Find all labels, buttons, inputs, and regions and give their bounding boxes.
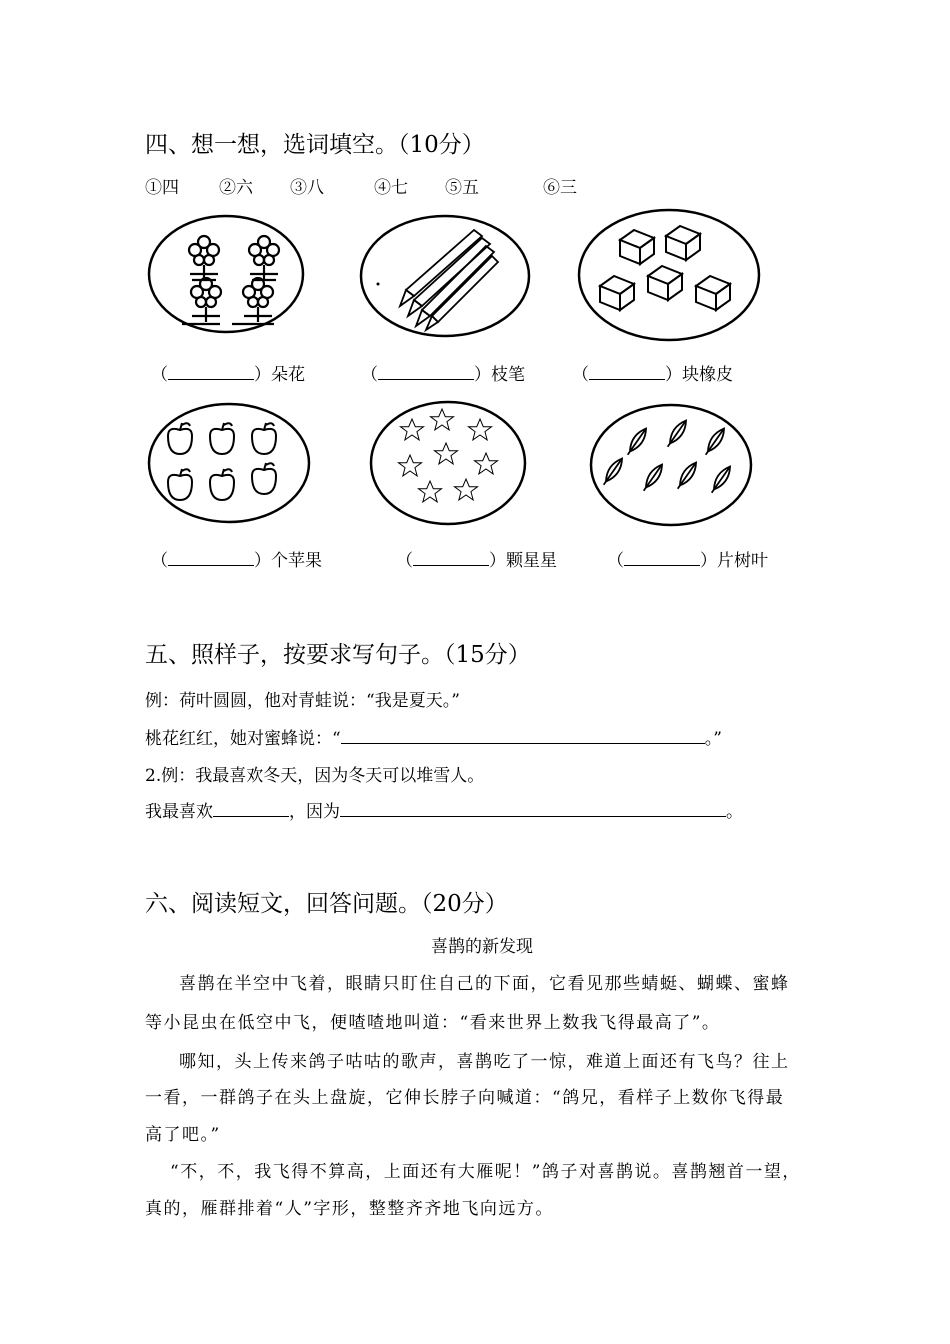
answer-blank-4[interactable] [168, 564, 254, 566]
answer-blank-5[interactable] [413, 564, 489, 566]
prompt-1: 桃花红红，她对蜜蜂说：“ 。” [145, 729, 722, 749]
passage-line: 等小昆虫在低空中飞，便喳喳地叫道：“看来世界上数我飞得最高了”。 [145, 1013, 721, 1033]
reason-blank[interactable] [340, 815, 726, 817]
answer-blank-6[interactable] [624, 564, 700, 566]
option-6: ⑥三 [543, 178, 577, 198]
section5-heading: 五、照样子，按要求写句子。（15分） [145, 642, 531, 668]
item-3: （ ）块橡皮 [572, 365, 733, 385]
item-6: （ ）片树叶 [607, 551, 768, 571]
passage-line: “不，不，我飞得不算高，上面还有大雁呢！”鸽子对喜鹊说。喜鹊翘首一望， [170, 1162, 801, 1182]
section4-heading: 四、想一想，选词填空。（10分） [145, 132, 485, 158]
item-4: （ ）个苹果 [151, 551, 322, 571]
answer-blank-3[interactable] [589, 378, 665, 380]
example-1: 例：荷叶圆圆，他对青蛙说：“我是夏天。” [145, 691, 460, 711]
erasers-icon [576, 206, 762, 344]
season-blank[interactable] [213, 815, 289, 817]
item-5: （ ）颗星星 [396, 551, 557, 571]
passage-line: 高了吧。” [145, 1125, 221, 1145]
option-5: ⑤五 [445, 178, 479, 198]
item-1: （ ）朵花 [151, 365, 305, 385]
example-2: 2.例：我最喜欢冬天，因为冬天可以堆雪人。 [145, 766, 485, 786]
passage-title: 喜鹊的新发现 [431, 937, 533, 957]
passage-line: 一看，一群鸽子在头上盘旋，它伸长脖子向喊道：“鸽兄，看样子上数你飞得最 [145, 1088, 785, 1108]
flowers-icon [146, 212, 306, 336]
passage-line: 真的，雁群排着“人”字形，整整齐齐地飞向远方。 [145, 1199, 554, 1219]
sentence-blank-1[interactable] [341, 742, 705, 744]
option-2: ②六 [219, 178, 253, 198]
answer-blank-2[interactable] [378, 378, 474, 380]
answer-blank-1[interactable] [168, 378, 254, 380]
stars-icon [368, 398, 528, 528]
option-1: ①四 [145, 178, 179, 198]
passage-line: 喜鹊在半空中飞着，眼睛只盯住自己的下面，它看见那些蜻蜓、蝴蝶、蜜蜂 [179, 974, 790, 994]
apples-icon [146, 400, 312, 526]
option-4: ④七 [374, 178, 408, 198]
prompt-2: 我最喜欢 ，因为 。 [145, 802, 743, 822]
item-2: （ ）枝笔 [361, 365, 525, 385]
option-3: ③八 [290, 178, 324, 198]
section6-heading: 六、阅读短文，回答问题。（20分） [145, 891, 508, 917]
passage-line: 哪知，头上传来鸽子咕咕的歌声，喜鹊吃了一惊，难道上面还有飞鸟？往上 [179, 1052, 790, 1072]
pencils-icon [358, 212, 532, 340]
leaves-icon [588, 402, 754, 528]
